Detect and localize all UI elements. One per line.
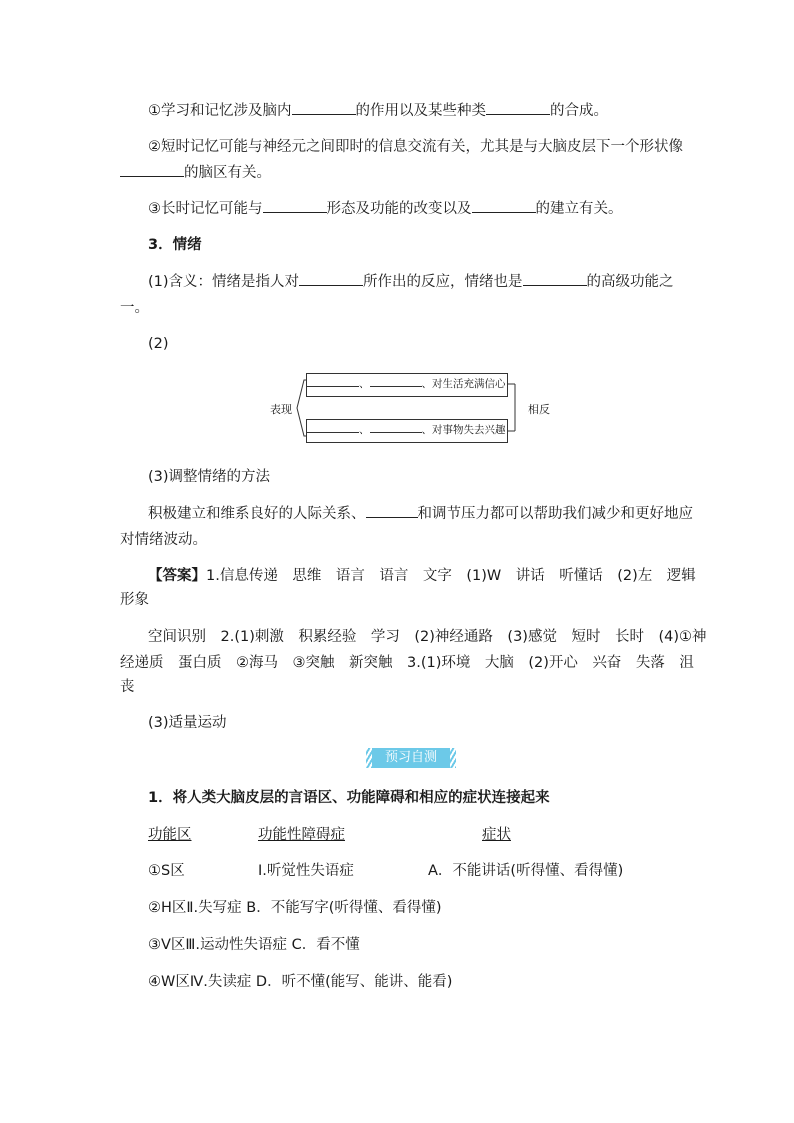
separator: 、	[359, 378, 370, 390]
section-heading: 3．情绪	[148, 237, 202, 253]
text: 积极建立和维系良好的人际关系、	[148, 506, 366, 522]
text: 形态及功能的改变以及	[326, 201, 472, 217]
cell: Ⅰ.听觉性失语症	[258, 863, 354, 879]
answer-line-3: 空间识别 2.(1)刺激 积累经验 学习 (2)神经通路 (3)感觉 短时 长时 (4)①神	[148, 629, 707, 645]
text: 的建立有关。	[535, 201, 623, 217]
blank[interactable]	[307, 374, 359, 387]
diagram-right-label: 相反	[528, 403, 550, 416]
diagram-bottom-box	[306, 419, 508, 443]
blank[interactable]	[366, 502, 418, 518]
answer-line-2: 形象	[120, 592, 149, 608]
item-label: (2)	[148, 336, 169, 352]
blank[interactable]	[299, 270, 363, 286]
column-header: 功能区	[148, 827, 192, 843]
section-badge: 预习自测	[366, 748, 456, 768]
blank[interactable]	[307, 420, 359, 433]
emotion-definition-cont: 一。	[120, 300, 149, 316]
column-header: 症状	[482, 827, 511, 843]
memory-item-2-cont	[120, 160, 680, 186]
text: 、对事物失去兴趣	[421, 424, 506, 436]
answer-line-4: 经递质 蛋白质 ②海马 ③突触 新突触 3.(1)环境 大脑 (2)开心 兴奋 失落 沮	[120, 655, 694, 671]
diagram-left-label: 表现	[270, 403, 292, 416]
blank[interactable]	[523, 270, 587, 286]
blank[interactable]	[486, 99, 550, 115]
text: 的高级功能之	[586, 274, 674, 290]
text: 所作出的反应，情绪也是	[363, 274, 523, 290]
emotion-definition	[148, 269, 708, 295]
answer-tag: 【答案】	[148, 568, 206, 584]
blank[interactable]	[292, 99, 356, 115]
table-row: ④W区Ⅳ.失读症 D．听不懂(能写、能讲、能看)	[148, 974, 453, 990]
memory-item-2: ②短时记忆可能与神经元之间即时的信息交流有关，尤其是与大脑皮层下一个形状像	[148, 139, 683, 155]
text: ①学习和记忆涉及脑内	[148, 103, 292, 119]
answer-line-5: 丧	[120, 679, 135, 695]
column-header: 功能性障碍症	[258, 827, 345, 843]
text: 的脑区有关。	[184, 165, 271, 181]
memory-item-1	[148, 98, 708, 124]
separator: 、	[359, 424, 370, 436]
cell: A．不能讲话(听得懂、看得懂)	[428, 863, 624, 879]
memory-item-3	[148, 196, 708, 222]
blank[interactable]	[120, 161, 184, 177]
text: 、对生活充满信心	[421, 378, 506, 390]
table-row: ②H区Ⅱ.失写症 B．不能写字(听得懂、看得懂)	[148, 900, 442, 916]
emotion-method	[148, 501, 708, 527]
answer-line-1	[148, 563, 708, 589]
blank[interactable]	[263, 197, 327, 213]
text: 和调节压力都可以帮助我们减少和更好地应	[417, 506, 693, 522]
diagram-top-box	[306, 373, 508, 397]
text: (1)含义：情绪是指人对	[148, 274, 300, 290]
emotion-diagram	[270, 370, 560, 446]
table-row: ③V区Ⅲ.运动性失语症 C．看不懂	[148, 937, 360, 953]
text: 的作用以及某些种类	[355, 103, 486, 119]
question-1: 1．将人类大脑皮层的言语区、功能障碍和相应的症状连接起来	[148, 790, 550, 806]
emotion-method-cont: 对情绪波动。	[120, 532, 207, 548]
item-label: (3)调整情绪的方法	[148, 469, 271, 485]
text: ③长时记忆可能与	[148, 201, 263, 217]
answer-line-6: (3)适量运动	[148, 715, 227, 731]
text: 1.信息传递 思维 语言 语言 文字 (1)W 讲话 听懂话 (2)左 逻辑	[206, 568, 696, 584]
text: 的合成。	[550, 103, 608, 119]
cell: ①S区	[148, 863, 185, 879]
blank[interactable]	[472, 197, 536, 213]
blank[interactable]	[370, 420, 422, 433]
blank[interactable]	[370, 374, 422, 387]
